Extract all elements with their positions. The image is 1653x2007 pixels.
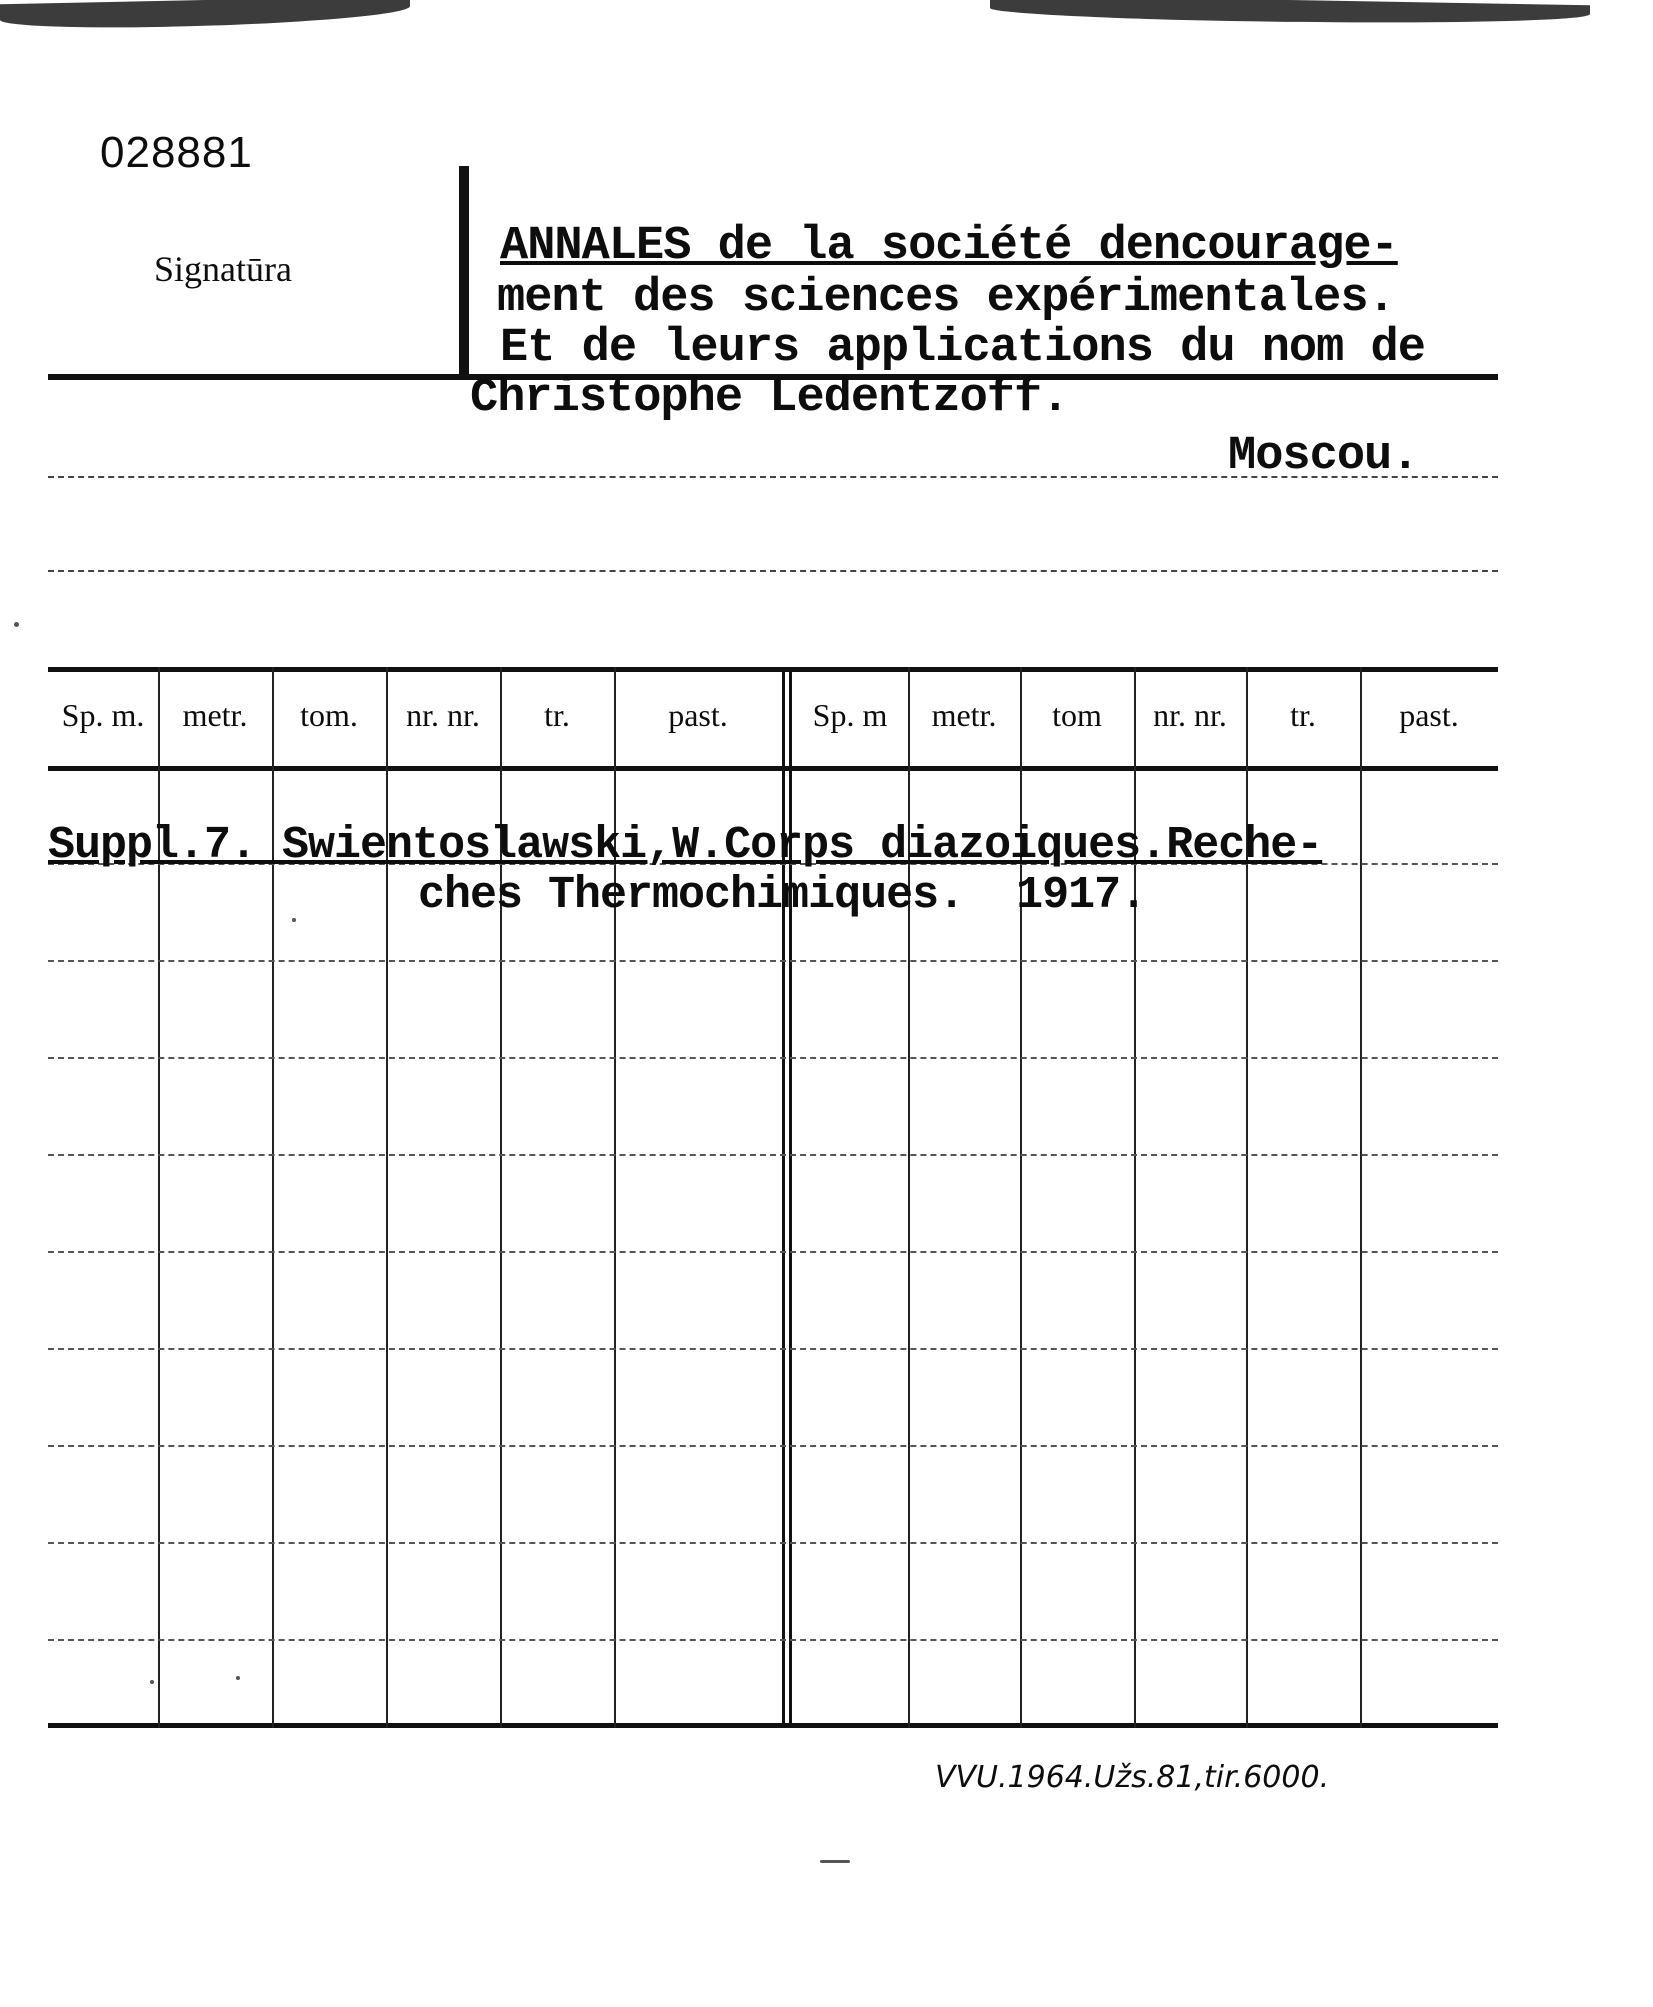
scan-speck <box>14 622 19 627</box>
scan-speck <box>820 1860 850 1863</box>
column-header: nr. nr. <box>406 697 480 733</box>
scan-shadow-left <box>0 0 410 30</box>
table-header-rule <box>48 766 1498 771</box>
holding-entry-line: Suppl.7. Swientoslawski,W.Corps diazoiques.Reche- <box>48 820 1323 871</box>
row-line <box>48 1154 1498 1156</box>
scan-speck <box>292 918 296 922</box>
scan-shadow-right <box>990 0 1590 27</box>
row-line <box>48 1348 1498 1350</box>
print-note: VVU.1964.Užs.81,tir.6000. <box>935 1760 1330 1795</box>
column-header: past. <box>668 697 728 733</box>
column-header: nr. nr. <box>1153 697 1227 733</box>
column-header: Sp. m <box>812 697 888 733</box>
title-line: ment des sciences expérimentales. <box>497 272 1395 325</box>
column-header: past. <box>1399 697 1459 733</box>
column-header: Sp. m. <box>61 697 145 733</box>
title-line: ANNALES de la société dencourage- <box>500 220 1398 273</box>
blank-line <box>48 570 1498 572</box>
row-line <box>48 1251 1498 1253</box>
column-header: tom <box>1052 697 1102 733</box>
title-line: Et de leurs applications du nom de <box>500 322 1425 375</box>
table-top-rule <box>48 667 1498 672</box>
record-number: 028881 <box>100 128 253 177</box>
title-line: Christophe Ledentzoff. <box>470 372 1069 425</box>
row-line <box>48 960 1498 962</box>
blank-line <box>48 476 1498 478</box>
row-line <box>48 1057 1498 1059</box>
table-bottom-rule <box>48 1723 1498 1728</box>
row-line <box>48 1445 1498 1447</box>
row-line <box>48 1542 1498 1544</box>
scan-speck <box>150 1680 154 1684</box>
signature-divider <box>459 166 469 378</box>
column-header: tom. <box>300 697 358 733</box>
row-line <box>48 1639 1498 1641</box>
holding-entry-line: ches Thermochimiques. 1917. <box>418 870 1147 921</box>
column-header: tr. <box>544 697 570 733</box>
signature-label: Signatūra <box>154 249 292 289</box>
column-divider <box>1360 667 1362 1728</box>
scan-speck <box>236 1676 240 1680</box>
column-header: metr. <box>182 697 248 733</box>
column-header: tr. <box>1290 697 1316 733</box>
column-header: metr. <box>931 697 997 733</box>
publication-city: Moscou. <box>1228 430 1419 483</box>
